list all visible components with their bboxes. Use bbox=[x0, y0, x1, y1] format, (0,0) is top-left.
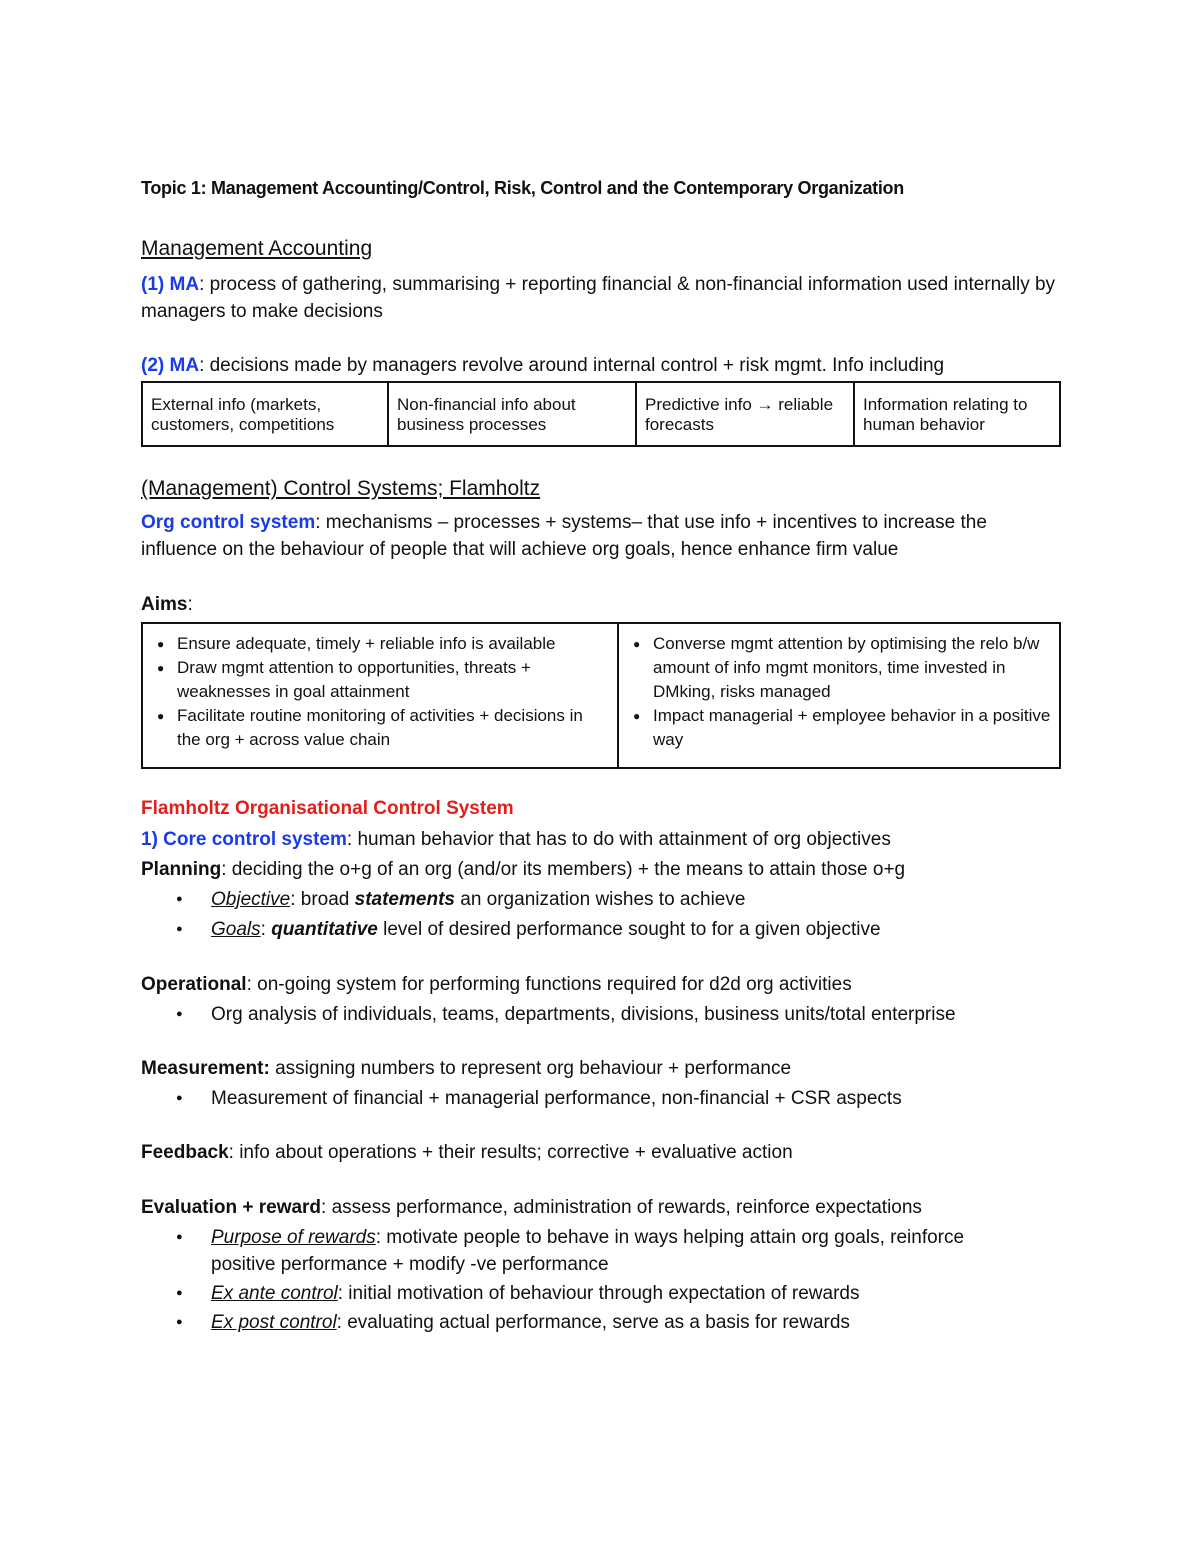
document-page bbox=[141, 178, 1061, 1336]
aims-label: Aims bbox=[141, 594, 188, 615]
ma1-label: (1) MA bbox=[141, 274, 200, 295]
measurement-definition bbox=[141, 1055, 1061, 1082]
section-heading-management-accounting: Management Accounting bbox=[141, 237, 373, 260]
exante-item bbox=[211, 1280, 1031, 1307]
ma-definition-2 bbox=[141, 352, 1061, 379]
expost-label: Ex post control bbox=[211, 1312, 337, 1333]
document-title: Topic 1: Management Accounting/Control, Risk, Control and the Contemporary Organization bbox=[141, 178, 904, 198]
aims-right-item: ● Impact managerial + employee behavior in a positive way bbox=[653, 704, 1051, 752]
feedback-text: : info about operations + their results; corrective + evaluative action bbox=[228, 1142, 793, 1163]
aims-right-item: ● Converse mgmt attention by optimising the relo b/w amount of info mgmt monitors, time invested in DMking, risks managed bbox=[653, 632, 1051, 704]
evaluation-text: : assess performance, administration of rewards, reinforce expectations bbox=[321, 1197, 922, 1218]
expost-text: : evaluating actual performance, serve as a basis for rewards bbox=[336, 1312, 850, 1333]
measurement-list bbox=[141, 1085, 1061, 1112]
evaluation-list bbox=[141, 1224, 1031, 1336]
aims-left-cell bbox=[142, 623, 618, 768]
aims-table bbox=[141, 622, 1061, 769]
ocs-label: Org control system bbox=[141, 512, 316, 533]
planning-definition bbox=[141, 856, 1061, 883]
objective-pre: : broad bbox=[290, 889, 355, 910]
planning-text: : deciding the o+g of an org (and/or its members) + the means to attain those o+g bbox=[221, 859, 906, 880]
goals-post: level of desired performance sought to for a given objective bbox=[377, 919, 881, 940]
section-heading-control-systems: (Management) Control Systems; Flamholtz bbox=[141, 477, 541, 500]
goals-item bbox=[211, 916, 1061, 943]
goals-label: Goals bbox=[211, 919, 261, 940]
purpose-item bbox=[211, 1224, 1031, 1278]
objective-label: Objective bbox=[211, 889, 291, 910]
org-control-system-definition bbox=[141, 509, 1061, 563]
measurement-label: Measurement: bbox=[141, 1058, 270, 1079]
info-cell-non-financial: Non-financial info about business processes bbox=[388, 382, 636, 446]
feedback-label: Feedback bbox=[141, 1142, 229, 1163]
feedback-definition bbox=[141, 1139, 1061, 1166]
operational-text: : on-going system for performing functions required for d2d org activities bbox=[246, 974, 852, 995]
purpose-label: Purpose of rewards bbox=[211, 1227, 376, 1248]
flamholtz-heading: Flamholtz Organisational Control System bbox=[141, 798, 514, 819]
info-cell-human-behavior: Information relating to human behavior bbox=[854, 382, 1060, 446]
core-control-system bbox=[141, 826, 1061, 853]
ocs-text: : mechanisms – processes + systems– that use info + incentives to increase the influence on the behaviour of people that will achieve org goals, hence enhance firm value bbox=[141, 512, 987, 560]
aims-right-cell bbox=[618, 623, 1060, 768]
measurement-item: ● Measurement of financial + managerial performance, non-financial + CSR aspects bbox=[211, 1085, 1061, 1112]
info-table bbox=[141, 381, 1061, 447]
purpose-text: : motivate people to behave in ways helping attain org goals, reinforce positive performance + modify -ve performance bbox=[211, 1227, 965, 1275]
aims-left-item: ● Ensure adequate, timely + reliable info is available bbox=[177, 632, 609, 656]
aims-left-item: ● Draw mgmt attention to opportunities, threats + weaknesses in goal attainment bbox=[177, 656, 609, 704]
aims-right-list bbox=[627, 632, 1051, 752]
expost-item bbox=[211, 1309, 1031, 1336]
goals-pre: : bbox=[260, 919, 272, 940]
aims-left-list bbox=[151, 632, 609, 752]
ma2-label: (2) MA bbox=[141, 355, 200, 376]
planning-label: Planning bbox=[141, 859, 222, 880]
exante-label: Ex ante control bbox=[211, 1283, 338, 1304]
ma2-text: : decisions made by managers revolve around internal control + risk mgmt. Info including bbox=[199, 355, 945, 376]
evaluation-label: Evaluation + reward bbox=[141, 1197, 322, 1218]
aims-colon: : bbox=[187, 594, 193, 615]
objective-item bbox=[211, 886, 1061, 913]
ma1-text: : process of gathering, summarising + reporting financial & non-financial information used internally by managers to make decisions bbox=[141, 274, 1056, 322]
measurement-text: assigning numbers to represent org behaviour + performance bbox=[269, 1058, 792, 1079]
core-text: : human behavior that has to do with attainment of org objectives bbox=[346, 829, 891, 850]
core-label: 1) Core control system bbox=[141, 829, 347, 850]
evaluation-definition bbox=[141, 1194, 1061, 1221]
operational-list bbox=[141, 1001, 1061, 1028]
exante-text: : initial motivation of behaviour through expectation of rewards bbox=[337, 1283, 860, 1304]
objective-bold: statements bbox=[354, 889, 455, 910]
aims-heading bbox=[141, 591, 1061, 618]
info-cell-external: External info (markets, customers, competitions bbox=[142, 382, 388, 446]
planning-list bbox=[141, 886, 1061, 943]
operational-label: Operational bbox=[141, 974, 247, 995]
info-cell-predictive: Predictive info → reliable forecasts bbox=[636, 382, 854, 446]
ma-definition-1 bbox=[141, 271, 1061, 325]
goals-bold: quantitative bbox=[271, 919, 378, 940]
aims-left-item: ● Facilitate routine monitoring of activities + decisions in the org + across value chain bbox=[177, 704, 609, 752]
operational-item: ● Org analysis of individuals, teams, departments, divisions, business units/total enterprise bbox=[211, 1001, 1061, 1028]
operational-definition bbox=[141, 971, 1061, 998]
objective-post: an organization wishes to achieve bbox=[454, 889, 746, 910]
